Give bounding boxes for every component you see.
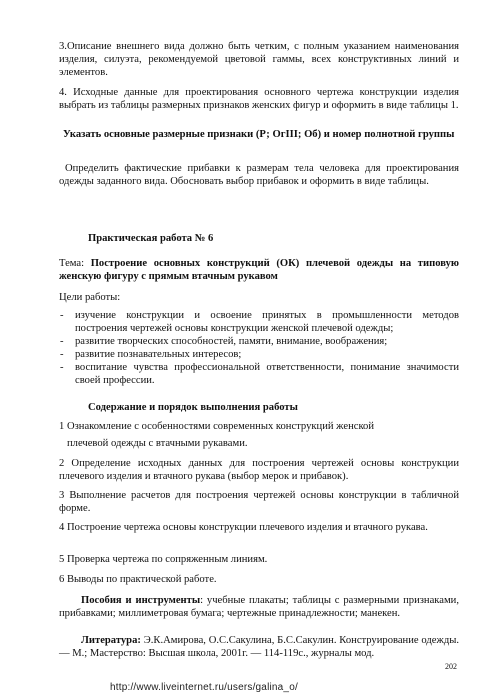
- step-1-cont: [59, 437, 459, 450]
- paragraph-source-data: [59, 86, 459, 112]
- step-5: [59, 553, 459, 566]
- content-heading: [88, 401, 418, 414]
- step-2: [59, 457, 459, 483]
- topic-text: Построение основных конструкций (ОК) плечевой одежды на типовую женскую фигуру с прямым втачным рукавом: [59, 258, 460, 282]
- heading: Содержание и порядок выполнения работы: [88, 402, 298, 413]
- literature-label: Литература:: [81, 635, 141, 646]
- practical-work-title: [88, 232, 388, 245]
- goals-list: [59, 309, 459, 387]
- page-number: 202: [445, 662, 457, 671]
- text: плечевой одежды с втачными рукавами.: [67, 438, 248, 449]
- list-item: - развитие творческих способностей, памяти, внимание, воображения;: [59, 335, 459, 348]
- literature-text: Э.К.Амирова, О.С.Сакулина, Б.С.Сакулин. Конструирование одежды. — М.; Мастерство: Высшая школа, 2001г. — 114-119с., журналы мод.: [59, 635, 459, 659]
- paragraph-size-features: [59, 128, 459, 141]
- literature-paragraph: [59, 634, 459, 660]
- aids-label: Пособия и инструменты: [81, 595, 201, 606]
- text: Указать основные размерные признаки (Р; ОгIII; Об) и номер полнотной группы: [63, 129, 455, 140]
- paragraph-allowances: [59, 162, 459, 188]
- step-3: [59, 489, 459, 515]
- list-item: - изучение конструкции и освоение принятых в промышленности методов построения чертежей основы конструкции женской плечевой одежды;: [59, 309, 459, 335]
- text: 1 Ознакомление с особенностями современных конструкций женской: [59, 421, 375, 432]
- text: 5 Проверка чертежа по сопряженным линиям.: [59, 554, 268, 565]
- aids-text: : учебные плакаты; таблицы с размерными признаками, прибавками; миллиметровая бумага; чертежные принадлежности; манекен.: [59, 595, 460, 619]
- list-item: - развитие познавательных интересов;: [59, 348, 459, 361]
- text: 3 Выполнение расчетов для построения чертежей основы конструкции в табличной форме.: [59, 490, 459, 514]
- title: Практическая работа № 6: [88, 233, 214, 244]
- text: Цели работы:: [59, 292, 121, 303]
- step-1: [59, 420, 459, 433]
- list-item: - воспитание чувства профессиональной ответственности, понимание значимости своей профессии.: [59, 361, 459, 387]
- text: Определить фактические прибавки к размерам тела человека для проектирования одежды заданного вида. Обосновать выбор прибавок и оформить в виде таблицы.: [59, 163, 459, 187]
- text: 4. Исходные данные для проектирования основного чертежа конструкции изделия выбрать из таблицы размерных признаков женских фигур и оформить в виде таблицы 1.: [59, 87, 459, 111]
- text: 4 Построение чертежа основы конструкции плечевого изделия и втачного рукава.: [59, 522, 428, 533]
- paragraph-description: [59, 40, 459, 79]
- goals-label: [59, 291, 459, 304]
- text: 6 Выводы по практической работе.: [59, 574, 217, 585]
- source-url[interactable]: http://www.liveinternet.ru/users/galina_o/: [110, 682, 298, 693]
- text: 3.Описание внешнего вида должно быть четким, с полным указанием наименования изделия, силуэта, рекомендуемой цветовой гаммы, всех конструктивных линий и элементов.: [59, 41, 459, 78]
- text: 2 Определение исходных данных для построения чертежей основы конструкции плечевого изделия и втачного рукава (выбор мерок и прибавок).: [59, 458, 459, 482]
- step-6: [59, 573, 459, 586]
- topic-label: Тема:: [59, 258, 91, 269]
- step-4: [59, 521, 459, 534]
- topic: [59, 257, 459, 283]
- aids-paragraph: [59, 594, 459, 620]
